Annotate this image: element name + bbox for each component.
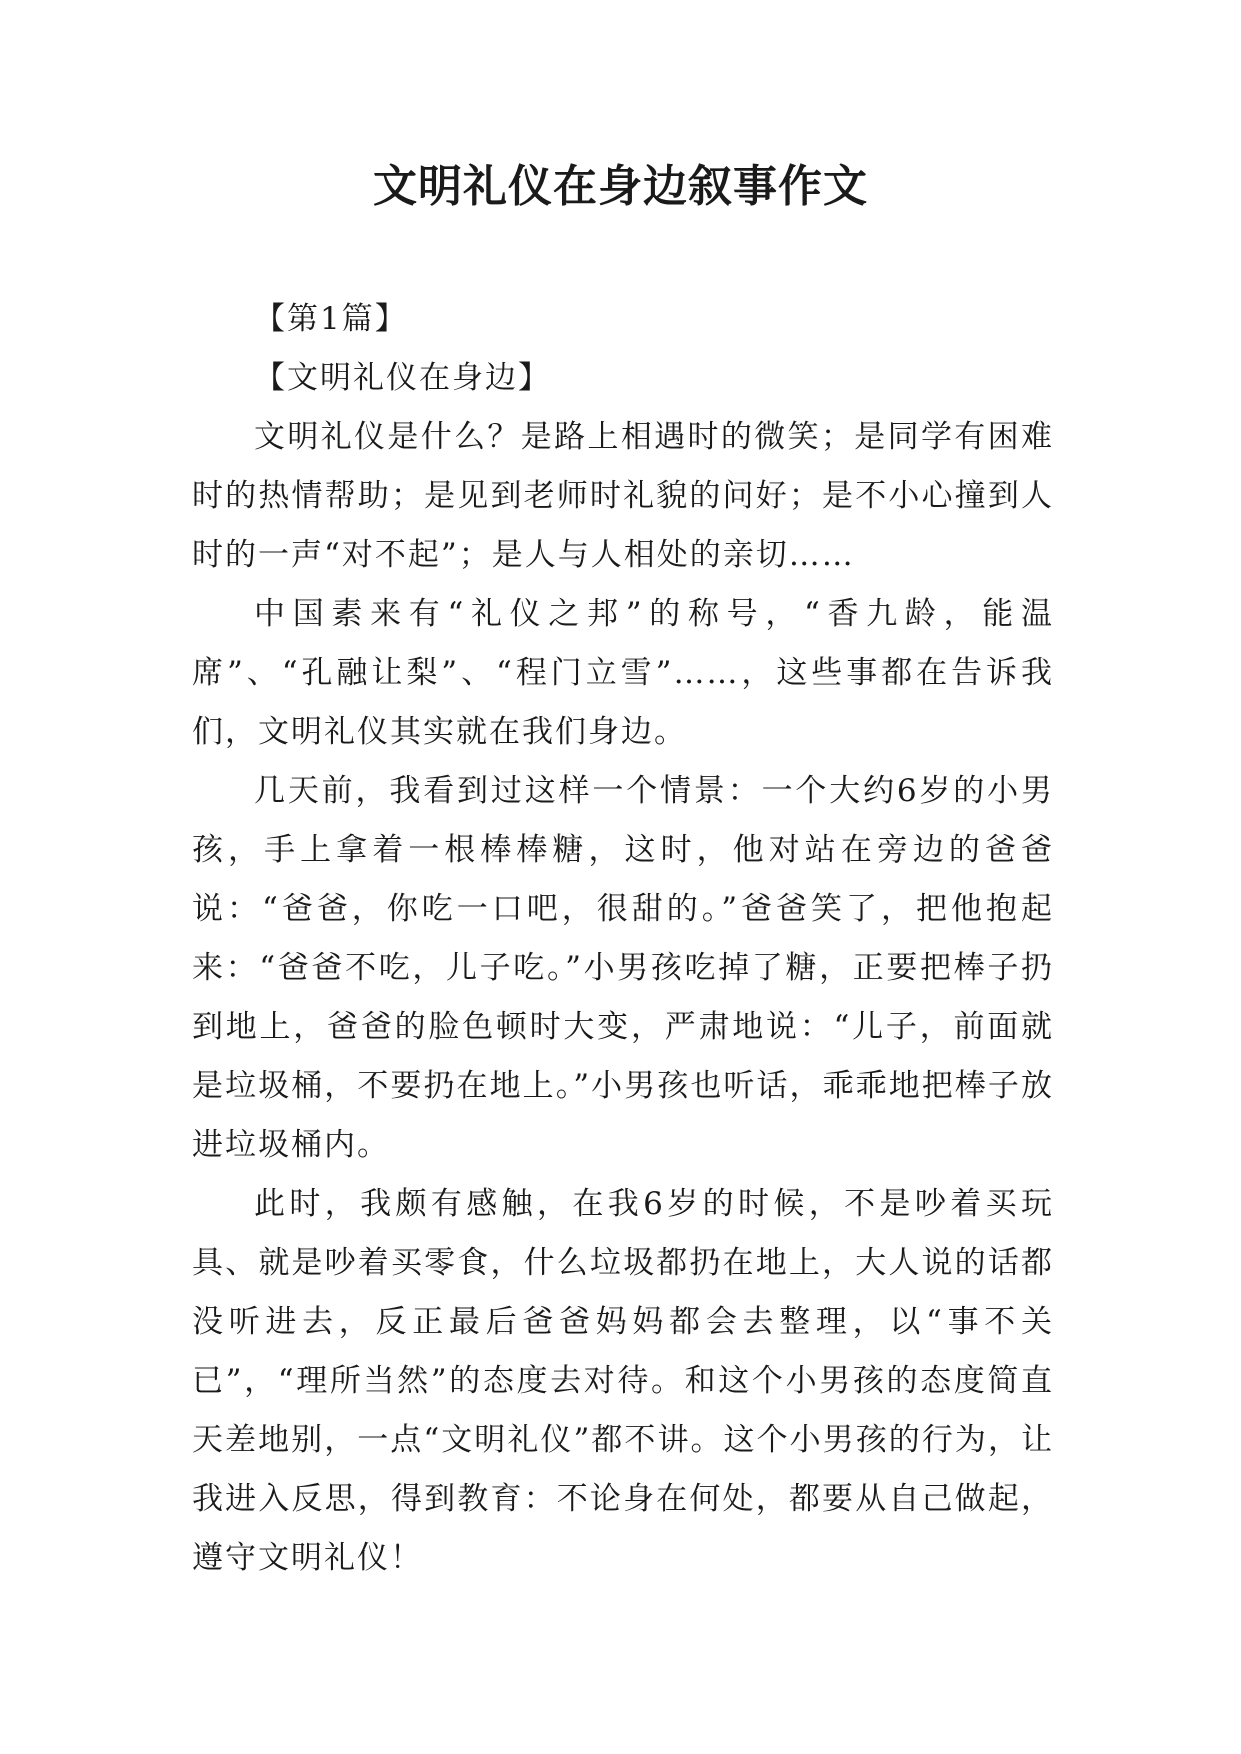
section-heading: 【第1篇】 [254,301,408,337]
document-title: 文明礼仪在身边叙事作文 [373,161,868,212]
body-paragraph: 此时，我颇有感触，在我6岁的时候，不是吵着买玩具、就是吵着买零食，什么垃圾都扔在地上，大人说的话都没听进去，反正最后爸爸妈妈都会去整理，以“事不关已”，“理所当然”的态度去对待。和这个小男孩的态度简直天差地别，一点“文明礼仪”都不讲。这个小男孩的行为，让我进入反思，得到教育：不论身在何处，都要从自己做起，遵守文明礼仪！ [192,1186,1054,1576]
body-paragraph: 中国素来有“礼仪之邦”的称号，“香九龄，能温席”、“孔融让梨”、“程门立雪”……，这些事都在告诉我们，文明礼仪其实就在我们身边。 [192,596,1054,750]
section-subheading: 【文明礼仪在身边】 [254,360,551,396]
document-body [192,290,1054,1588]
body-paragraph: 几天前，我看到过这样一个情景：一个大约6岁的小男孩，手上拿着一根棒棒糖，这时，他对站在旁边的爸爸说：“爸爸，你吃一口吧，很甜的。”爸爸笑了，把他抱起来：“爸爸不吃，儿子吃。”小男孩吃掉了糖，正要把棒子扔到地上，爸爸的脸色顿时大变，严肃地说：“儿子，前面就是垃圾桶，不要扔在地上。”小男孩也听话，乖乖地把棒子放进垃圾桶内。 [192,773,1054,1163]
body-paragraph: 文明礼仪是什么？是路上相遇时的微笑；是同学有困难时的热情帮助；是见到老师时礼貌的问好；是不小心撞到人时的一声“对不起”；是人与人相处的亲切…… [192,419,1054,573]
